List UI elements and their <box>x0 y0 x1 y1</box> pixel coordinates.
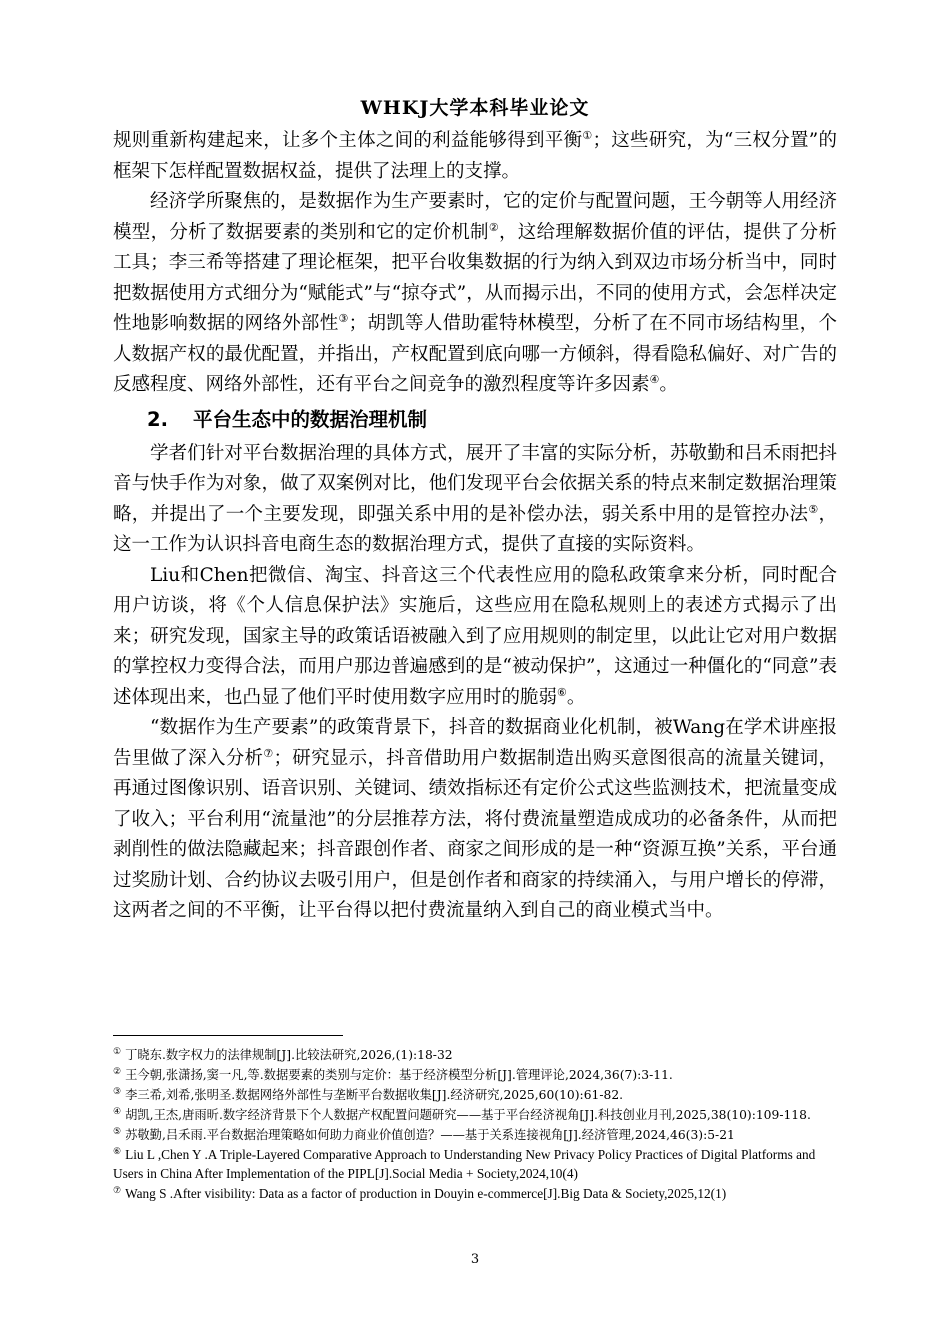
paragraph-text: ；这些研究，为“三权分置”的框架下怎样配置数据权益，提供了法理上的支撑。 <box>113 130 837 182</box>
paragraph-governance <box>113 439 837 561</box>
paragraph-text: 经济学所聚焦的，是数据作为生产要素时，它的定价与配置问题，王今朝等人用经济模型，分析了数据要素的类别和它的定价机制 <box>113 191 837 243</box>
paragraph-text: “数据作为生产要素”的政策背景下，抖音的数据商业化机制，被Wang在学术讲座报告里做了深入分析 <box>113 717 837 769</box>
footnote <box>113 1064 837 1084</box>
paragraph-privacy <box>113 561 837 714</box>
paragraph-continued <box>113 126 837 187</box>
footnote-ref[interactable]: ② <box>488 220 499 234</box>
footnote-marker: ⑥ <box>113 1147 122 1158</box>
footnote-divider <box>113 1035 343 1036</box>
footnote-text: 胡凯,王杰,唐雨昕.数字经济背景下个人数据产权配置问题研究——基于平台经济视角[J].科技创业月刊,2025,38(10):109-118. <box>125 1108 811 1123</box>
footnote-marker: ④ <box>113 1107 122 1118</box>
footnote <box>113 1124 837 1144</box>
footnote-ref[interactable]: ④ <box>649 372 660 386</box>
footnote-text: Wang S .After visibility: Data as a factor of production in Douyin e-commerce[J].Big Data & Society,2025,12(1) <box>125 1185 727 1201</box>
paragraph-text: Liu和Chen把微信、淘宝、抖音这三个代表性应用的隐私政策拿来分析，同时配合用户访谈，将《个人信息保护法》实施后，这些应用在隐私规则上的表述方式揭示了出来；研究发现，国家主导的政策话语被融入到了应用规则的制定里，以此让它对用户数据的掌控权力变得合法，而用户那边普遍感到的是“被动保护”，这通过一种僵化的“同意”表述体现出来，也凸显了他们平时使用数字应用时的脆弱 <box>113 564 837 708</box>
footnote-marker: ⑦ <box>113 1185 122 1196</box>
footnote-ref[interactable]: ⑥ <box>557 685 567 699</box>
footnote <box>113 1144 837 1182</box>
paragraph-text: 。 <box>659 374 678 395</box>
footnote <box>113 1104 837 1124</box>
footnote-text: 丁晓东.数字权力的法律规制[J].比较法研究,2026,(1):18-32 <box>125 1048 453 1063</box>
paragraph-text: 。 <box>566 686 586 708</box>
paragraph-text: 学者们针对平台数据治理的具体方式，展开了丰富的实际分析，苏敬勤和吕禾雨把抖音与快手作为对象，做了双案例对比，他们发现平台会依据关系的特点来制定数据治理策略，并提出了一个主要发现，即强关系中用的是补偿办法，弱关系中用的是管控办法 <box>113 442 837 525</box>
footnote-ref[interactable]: ⑦ <box>263 746 274 760</box>
footnote-marker: ② <box>113 1067 122 1078</box>
paragraph-text: ，这给理解数据价值的评估，提供了分析工具；李三希等搭建了理论框架，把平台收集数据的行为纳入到双边市场分析当中，同时把数据使用方式细分为“赋能式”与“掠夺式”，从而揭示出，不同的使用方式，会怎样决定性地影响数据的网络外部性 <box>113 221 837 334</box>
page-number: 3 <box>470 1252 480 1267</box>
paragraph-commercialization <box>113 713 837 927</box>
footnotes <box>113 1044 837 1203</box>
paragraph-text: ；研究显示，抖音借助用户数据制造出购买意图很高的流量关键词，再通过图像识别、语音识别、关键词、绩效指标还有定价公式这些监测技术，把流量变成了收入；平台利用“流量池”的分层推荐方法，将付费流量塑造成成功的必备条件，从而把剥削性的做法隐藏起来；抖音跟创作者、商家之间形成的是一种“资源互换”关系，平台通过奖励计划、合约协议去吸引用户，但是创作者和商家的持续涌入，与用户增长的停滞，这两者之间的不平衡，让平台得以把付费流量纳入到自己的商业模式当中。 <box>113 747 837 921</box>
section-number: 2. <box>147 407 168 431</box>
footnote-marker: ① <box>113 1047 122 1057</box>
footnote-marker: ③ <box>113 1087 122 1098</box>
section-title: 平台生态中的数据治理机制 <box>193 407 428 431</box>
footnote-marker: ⑤ <box>113 1127 122 1138</box>
footnote <box>113 1084 837 1104</box>
footnote-text: Liu L ,Chen Y .A Triple-Layered Comparative Approach to Understanding New Privacy Policy Practices of Digital Platforms and Users in China After Implementation of the PIPL[J].Social Media + Society,2024,10(4) <box>113 1147 816 1181</box>
running-header: WHKJ大学本科毕业论文 <box>360 97 590 119</box>
section-heading <box>147 403 837 437</box>
footnote <box>113 1183 837 1203</box>
footnote-text: 王今朝,张潇扬,窦一凡,等.数据要素的类别与定价：基于经济模型分析[J].管理评论,2024,36(7):3-11. <box>125 1068 673 1083</box>
paragraph-text: ；胡凯等人借助霍特林模型，分析了在不同市场结构里，个人数据产权的最优配置，并指出，产权配置到底向哪一方倾斜，得看隐私偏好、对广告的反感程度、网络外部性，还有平台之间竞争的激烈程度等许多因素 <box>113 313 837 395</box>
paragraph-text: ，这一工作为认识抖音电商生态的数据治理方式，提供了直接的实际资料。 <box>113 503 837 555</box>
footnote-ref[interactable]: ③ <box>338 311 349 325</box>
footnote-text: 苏敬勤,吕禾雨.平台数据治理策略如何助力商业价值创造？——基于关系连接视角[J].经济管理,2024,46(3):5-21 <box>125 1128 735 1143</box>
paragraph-economics <box>113 187 837 401</box>
paragraph-text: 规则重新构建起来，让多个主体之间的利益能够得到平衡 <box>113 130 583 151</box>
footnote-ref[interactable]: ⑤ <box>808 502 819 516</box>
footnote-text: 李三希,刘希,张明圣.数据网络外部性与垄断平台数据收集[J].经济研究,2025,60(10):61-82. <box>125 1088 624 1103</box>
footnote <box>113 1044 837 1064</box>
body-text <box>113 126 837 927</box>
footnote-ref[interactable]: ① <box>582 128 593 142</box>
